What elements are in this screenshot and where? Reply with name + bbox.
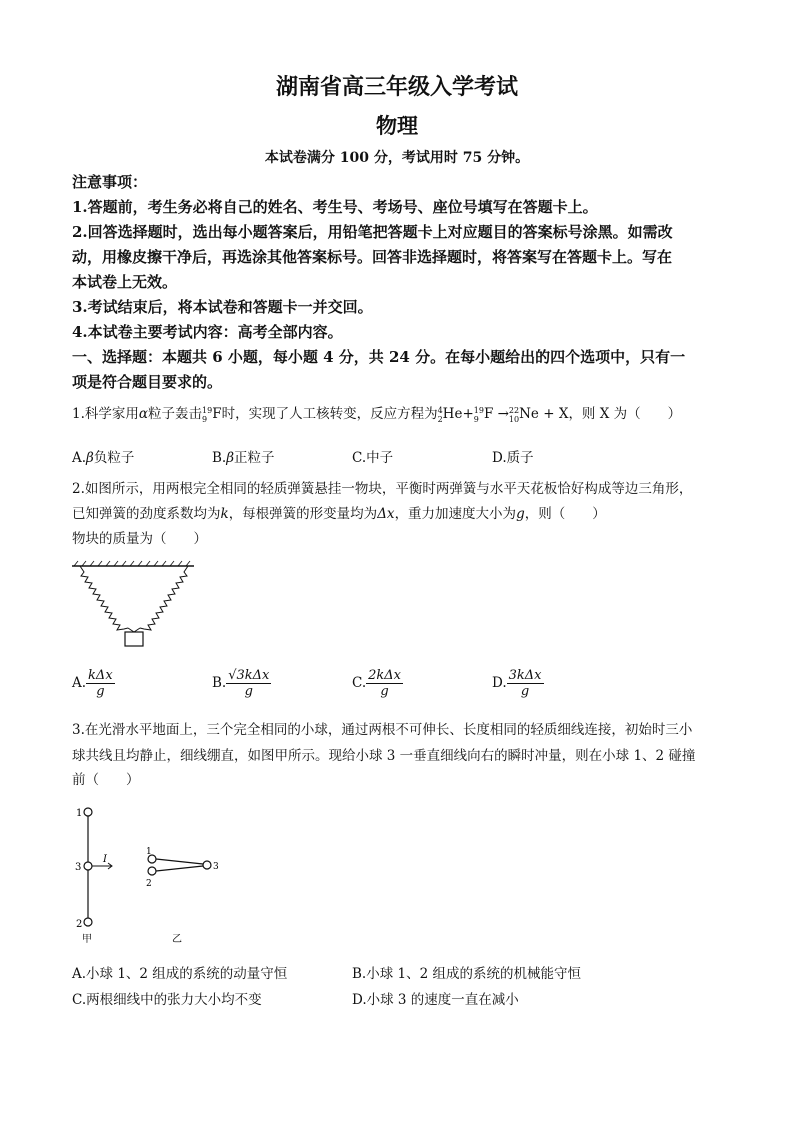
alpha-symbol: α [138, 406, 149, 422]
fraction-numerator: 3kΔx [508, 668, 542, 683]
q2-line2-a: 已知弹簧的劲度系数均为 [72, 506, 221, 522]
q1-option-b[interactable] [212, 446, 275, 466]
option-label: B. [212, 675, 227, 691]
option-label: A. [72, 675, 87, 691]
option-label: C. [72, 992, 87, 1008]
ball-2 [84, 918, 92, 926]
option-label: C. [352, 450, 367, 466]
reaction-arrow: → [497, 406, 509, 422]
beta-symbol: β [86, 450, 94, 466]
note-item-1: 1.答题前，考生务必将自己的姓名、考生号、考场号、座位号填写在答题卡上。 [72, 198, 598, 216]
fraction-numerator: kΔx [88, 668, 113, 683]
option-label: C. [352, 675, 367, 691]
ball-1 [84, 808, 92, 816]
option-label: D. [352, 992, 367, 1008]
ball-1-label: 1 [76, 808, 83, 819]
q2-line3: 物块的质量为（ ） [72, 531, 207, 547]
spring-diagram [72, 560, 202, 652]
q3-option-a[interactable] [72, 962, 287, 982]
option-fraction [86, 668, 115, 699]
yi-ball-3-label: 3 [213, 862, 219, 872]
yi-ball-2 [148, 867, 156, 875]
q3-option-d[interactable] [352, 988, 519, 1008]
he-symbol: He [442, 406, 463, 422]
f2-symbol: F [483, 406, 494, 422]
q1-stem-c: 时，实现了人工核转变，反应方程为 [221, 406, 438, 422]
ball-2-label: 2 [76, 919, 83, 930]
option-label: A. [72, 966, 87, 982]
f2-mass-number: 19 [473, 405, 484, 415]
beta-symbol: β [226, 450, 235, 466]
notes-heading: 注意事项： [72, 173, 148, 191]
fraction-denominator: g [380, 684, 389, 699]
fraction-denominator: g [96, 684, 105, 699]
block [125, 632, 143, 646]
note-item-3: 3.考试结束后，将本试卷和答题卡一并交回。 [72, 298, 373, 316]
option-text: 正粒子 [234, 450, 275, 466]
plus-x: + X [543, 406, 569, 422]
q1-stem [72, 402, 681, 426]
ne-symbol: Ne [519, 406, 539, 422]
q3-line3: 前（ ） [72, 772, 140, 788]
q1-option-d[interactable] [492, 446, 534, 466]
q3-option-b[interactable] [352, 962, 581, 982]
q3-line2: 球共线且均静止，细线绷直，如图甲所示。现给小球 3 一垂直细线向右的瞬时冲量，则在小球 1、2 碰撞 [72, 748, 696, 764]
q2-option-a[interactable] [72, 668, 115, 699]
q1-option-c[interactable] [352, 446, 393, 466]
q2-option-c[interactable] [352, 668, 403, 699]
subject-title: 物理 [376, 113, 418, 138]
yi-ball-1-label: 1 [146, 847, 152, 857]
f2-atomic-number: 9 [473, 414, 479, 424]
option-text: 两根细线中的张力大小均不变 [86, 992, 262, 1008]
fraction-numerator: 2kΔx [368, 668, 402, 683]
section-heading-line1: 一、选择题：本题共 6 小题，每小题 4 分，共 24 分。在每小题给出的四个选项中，只有一 [72, 348, 686, 366]
section-heading-line2: 项是符合题目要求的。 [72, 373, 223, 391]
q2-option-d[interactable] [492, 668, 544, 699]
option-label: D. [492, 675, 507, 691]
option-label: A. [72, 450, 87, 466]
f-symbol: F [212, 406, 222, 422]
yi-ball-2-label: 2 [146, 879, 152, 889]
he-atomic-number: 2 [437, 414, 443, 424]
f-atomic-number: 9 [202, 414, 208, 424]
figure-yi-label: 乙 [172, 934, 182, 945]
g-symbol: g [516, 506, 525, 522]
q3-line1: 3.在光滑水平地面上，三个完全相同的小球，通过两根不可伸长、长度相同的轻质细线连接，初始时三小 [72, 722, 693, 738]
ne-atomic-number: 10 [508, 414, 520, 424]
plus-sign: + [462, 406, 474, 422]
option-fraction [366, 668, 403, 699]
figure-jia-label: 甲 [82, 934, 92, 945]
option-text: 中子 [366, 450, 394, 466]
q2-line1: 2.如图所示，用两根完全相同的轻质弹簧悬挂一物块，平衡时两弹簧与水平天花板恰好构成等边三角形， [72, 481, 693, 497]
q2-option-b[interactable] [212, 668, 271, 699]
ceiling [72, 561, 194, 566]
q1-option-a[interactable] [72, 446, 134, 466]
option-text: 小球 1、2 组成的系统的动量守恒 [86, 966, 288, 982]
ball-3-label: 3 [75, 862, 82, 873]
q1-stem-a: 1.科学家用 [72, 406, 139, 422]
yi-ball-3 [203, 861, 211, 869]
option-fraction [507, 668, 544, 699]
q1-stem-d: ，则 X 为（ ） [568, 406, 682, 422]
option-label: B. [212, 450, 227, 466]
q2-line2-c: ，重力加速度大小为 [394, 506, 517, 522]
dx-symbol: Δx [377, 506, 395, 522]
right-spring [140, 566, 188, 630]
k-symbol: k [220, 506, 229, 522]
option-text: 负粒子 [93, 450, 135, 466]
ne-mass-number: 22 [508, 405, 520, 415]
left-spring [80, 566, 128, 630]
q3-option-c[interactable] [72, 988, 262, 1008]
option-label: D. [492, 450, 507, 466]
fraction-numerator: √3kΔx [228, 668, 270, 683]
q2-line2-b: ，每根弹簧的形变量均为 [228, 506, 378, 522]
q2-line2-d: ，则（ ） [524, 506, 606, 522]
ball-diagram [72, 800, 232, 950]
exam-title: 湖南省高三年级入学考试 [275, 74, 518, 100]
option-fraction [226, 668, 271, 699]
f-mass-number: 19 [202, 405, 213, 415]
impulse-label: I [103, 854, 107, 865]
note-item-2: 2.回答选择题时，选出每小题答案后，用铅笔把答题卡上对应题目的答案标号涂黑。如需改 [72, 223, 673, 241]
option-text: 质子 [506, 450, 534, 466]
option-label: B. [352, 966, 367, 982]
note-item-2-end: 本试卷上无效。 [72, 273, 178, 291]
note-item-4: 4.本试卷主要考试内容：高考全部内容。 [72, 323, 343, 341]
exam-info: 本试卷满分 100 分，考试用时 75 分钟。 [264, 150, 530, 166]
fraction-denominator: g [520, 684, 530, 699]
q2-line2 [72, 502, 606, 526]
note-item-2-cont: 动，用橡皮擦干净后，再选涂其他答案标号。回答非选择题时，将答案写在答题卡上。写在 [72, 248, 673, 266]
ball-3 [84, 862, 92, 870]
option-text: 小球 3 的速度一直在减小 [366, 992, 519, 1008]
fraction-denominator: g [244, 684, 253, 699]
option-text: 小球 1、2 组成的系统的机械能守恒 [366, 966, 581, 982]
he-mass-number: 4 [437, 405, 443, 415]
q1-stem-b: 粒子轰击 [148, 406, 203, 422]
